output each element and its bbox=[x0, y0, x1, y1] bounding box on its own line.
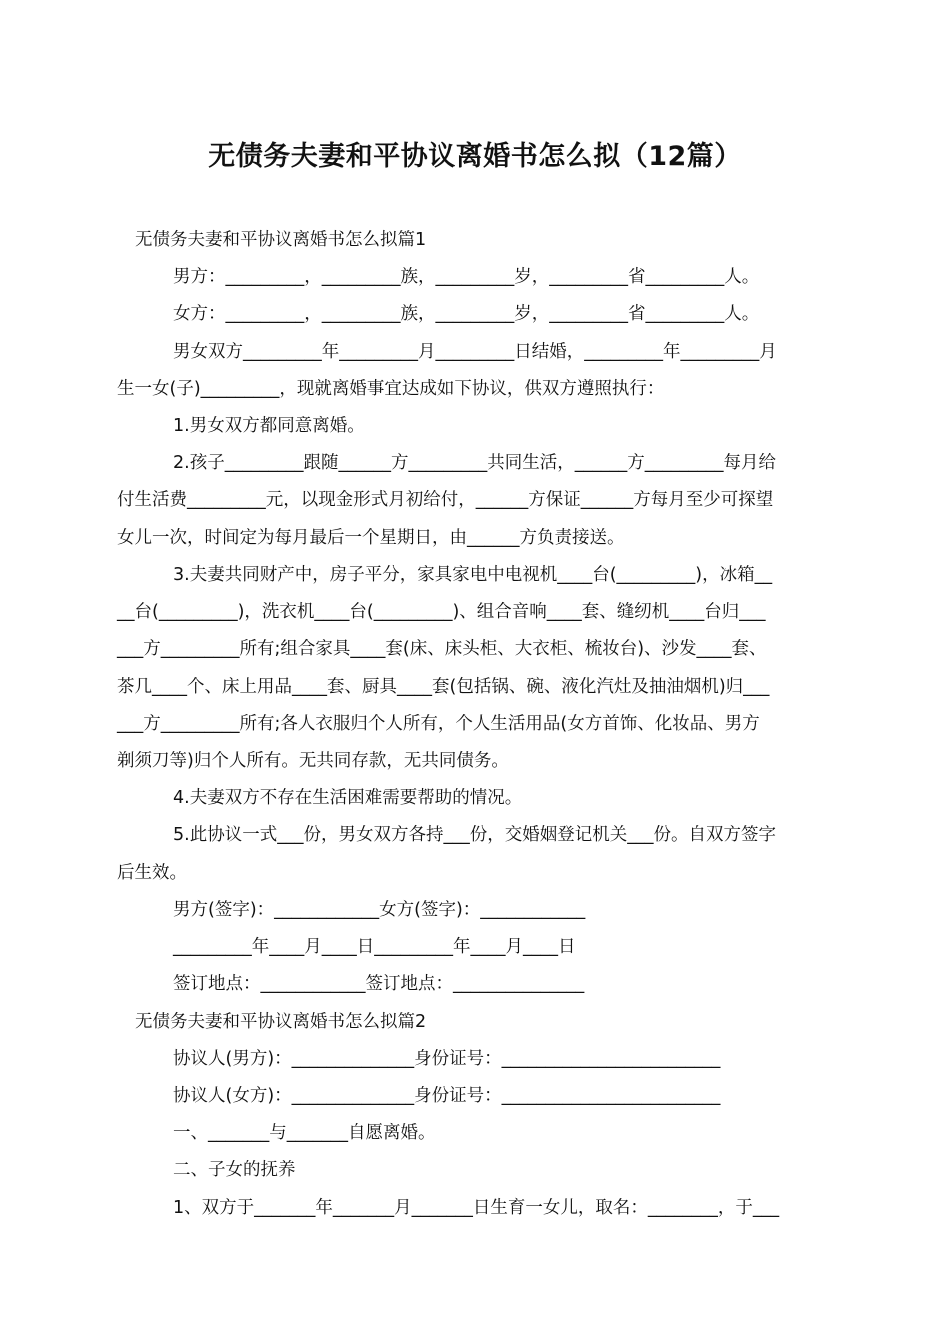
article-1: 一、_______与_______自愿离婚。 bbox=[173, 1123, 436, 1143]
signature-line: 男方(签字)：____________女方(签字)：____________ bbox=[173, 900, 586, 920]
female-party-line: 女方：_________，_________族，_________岁，_________省_________人。 bbox=[173, 304, 760, 324]
article-2-heading: 二、子女的抚养 bbox=[173, 1160, 296, 1180]
paragraph-line: 生一女(子)_________，现就离婚事宜达成如下协议，供双方遵照执行： bbox=[117, 379, 665, 399]
clause-2: 2.孩子_________跟随______方_________共同生活，______方_________每月给 bbox=[173, 453, 776, 473]
paragraph-line: 付生活费_________元，以现金形式月初给付，______方保证______方每月至少可探望 bbox=[117, 490, 774, 510]
paragraph-line: 男女双方_________年_________月_________日结婚，_________年_________月 bbox=[173, 342, 777, 362]
clause-3: 3.夫妻共同财产中，房子平分，家具家电中电视机____台(_________)，冰箱__ bbox=[173, 565, 773, 585]
paragraph-line: 剃须刀等)归个人所有。无共同存款，无共同债务。 bbox=[117, 751, 509, 771]
clause-1: 1.男女双方都同意离婚。 bbox=[173, 416, 365, 436]
clause-5: 5.此协议一式___份，男女双方各持___份，交婚姻登记机关___份。自双方签字 bbox=[173, 825, 776, 845]
paragraph-line: ___方_________所有;组合家具____套(床、床头柜、大衣柜、梳妆台)、沙发____套、 bbox=[117, 639, 767, 659]
male-party-line: 男方：_________，_________族，_________岁，_________省_________人。 bbox=[173, 267, 760, 287]
party-female-line: 协议人(女方)：______________身份证号：_________________________ bbox=[173, 1086, 721, 1106]
paragraph-line: 女儿一次，时间定为每月最后一个星期日，由______方负责接送。 bbox=[117, 528, 625, 548]
article-2-item-1: 1、双方于_______年_______月_______日生育一女儿，取名：________，于___ bbox=[173, 1198, 780, 1218]
paragraph-line: 后生效。 bbox=[117, 863, 187, 883]
paragraph-line: 茶几____个、床上用品____套、厨具____套(包括锅、碗、液化汽灶及抽油烟机)归___ bbox=[117, 677, 770, 697]
paragraph-line: ___方_________所有;各人衣服归个人所有，个人生活用品(女方首饰、化妆品、男方 bbox=[117, 714, 760, 734]
party-male-line: 协议人(男方)：______________身份证号：_________________________ bbox=[173, 1049, 721, 1069]
section-heading-1: 无债务夫妻和平协议离婚书怎么拟篇1 bbox=[135, 230, 427, 250]
date-line: _________年____月____日_________年____月____日 bbox=[173, 937, 576, 957]
location-line: 签订地点：____________签订地点：_______________ bbox=[173, 974, 585, 994]
section-heading-2: 无债务夫妻和平协议离婚书怎么拟篇2 bbox=[135, 1012, 427, 1032]
document-title: 无债务夫妻和平协议离婚书怎么拟（12篇） bbox=[208, 141, 742, 172]
clause-4: 4.夫妻双方不存在生活困难需要帮助的情况。 bbox=[173, 788, 523, 808]
paragraph-line: __台(_________)，洗衣机____台(_________)、组合音响____套、缝纫机____台归___ bbox=[117, 602, 766, 622]
